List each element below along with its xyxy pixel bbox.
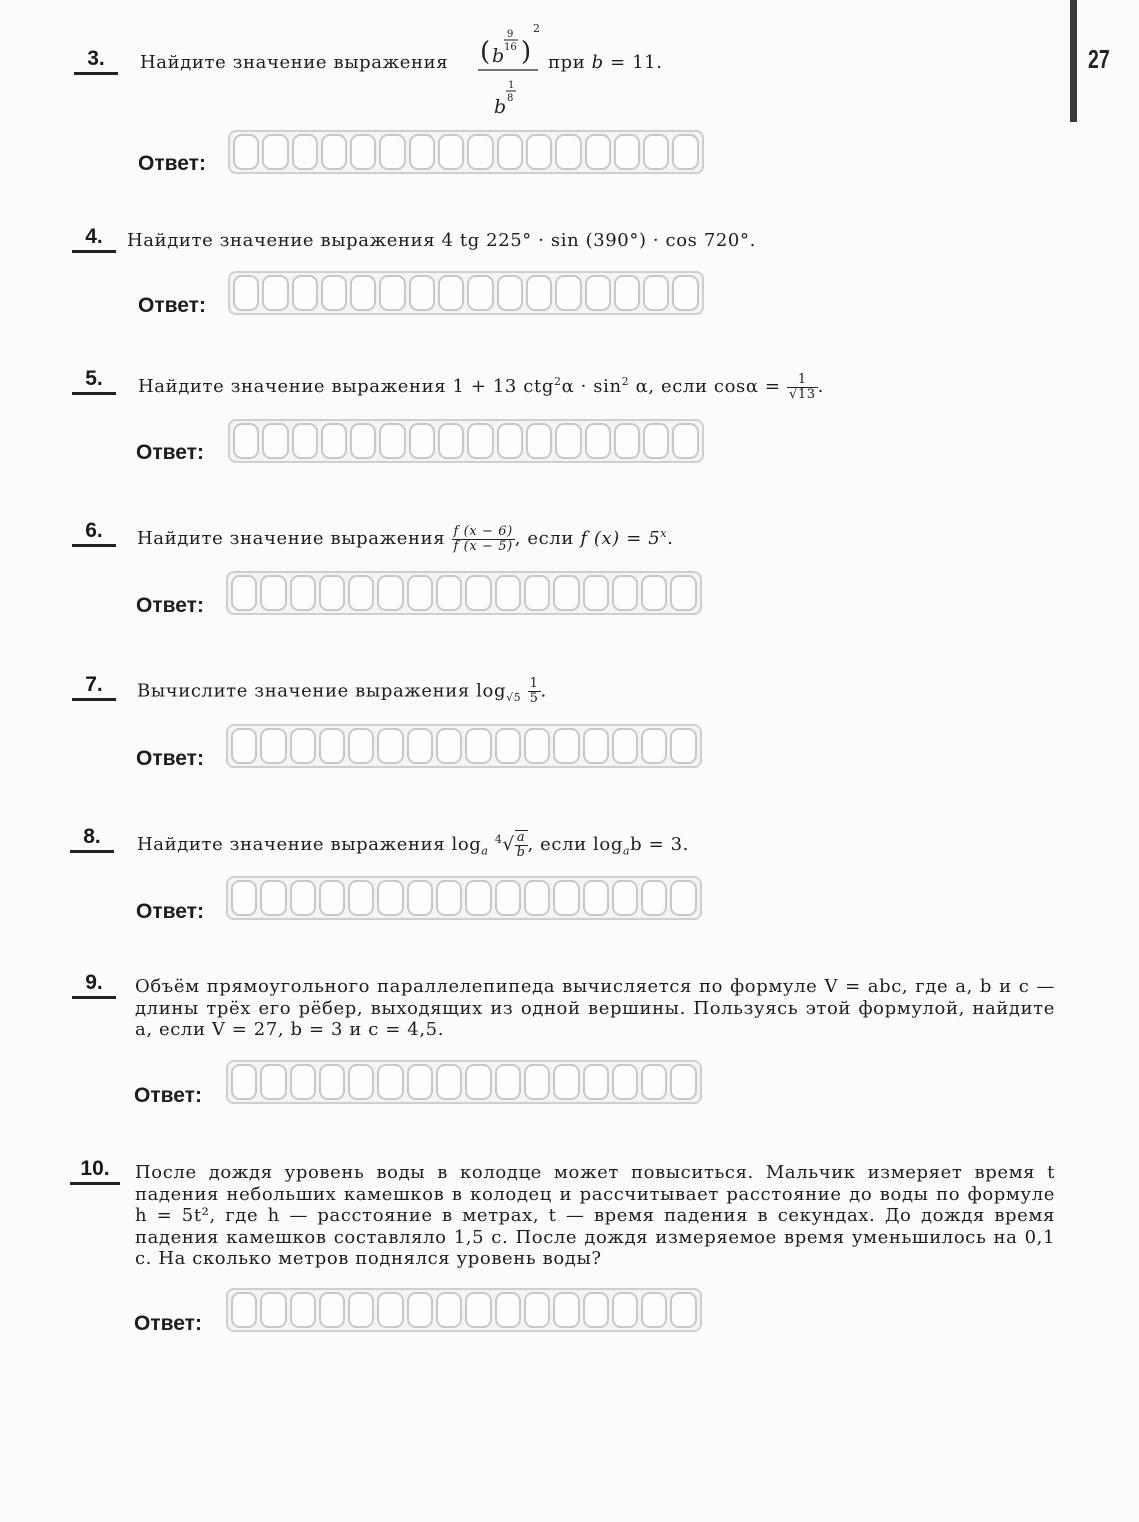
exp-den: 16 xyxy=(504,42,517,53)
answer-cell[interactable] xyxy=(260,1292,286,1328)
page-number: 27 xyxy=(1088,44,1110,74)
answer-cell[interactable] xyxy=(526,275,552,311)
answer-cell[interactable] xyxy=(321,423,347,459)
superscript: 2 xyxy=(553,375,562,388)
answer-cell[interactable] xyxy=(292,134,318,170)
answer-cell[interactable] xyxy=(641,1064,667,1100)
answer-cell[interactable] xyxy=(321,134,347,170)
answer-cell[interactable] xyxy=(643,134,669,170)
task-number: 7. xyxy=(72,674,116,701)
answer-cell[interactable] xyxy=(319,1064,345,1100)
answer-cell[interactable] xyxy=(612,575,638,611)
answer-cell[interactable] xyxy=(348,1292,374,1328)
answer-cell[interactable] xyxy=(524,1292,550,1328)
answer-cell[interactable] xyxy=(233,423,259,459)
answer-cell[interactable] xyxy=(641,575,667,611)
answer-cell[interactable] xyxy=(643,423,669,459)
task-question: Найдите значение выражения xyxy=(140,52,449,73)
answer-grid[interactable] xyxy=(226,876,702,920)
answer-cell[interactable] xyxy=(319,728,345,764)
root-index: 4 xyxy=(494,833,503,846)
task-question: Вычислите значение выражения $\log_{√5}$ $\frac{1}{5}$ . xyxy=(137,676,547,706)
answer-grid[interactable] xyxy=(228,271,704,315)
answer-cell[interactable] xyxy=(641,1292,667,1328)
answer-cell[interactable] xyxy=(497,275,523,311)
answer-cell[interactable] xyxy=(231,1292,257,1328)
answer-cell[interactable] xyxy=(467,275,493,311)
answer-cell[interactable] xyxy=(409,275,435,311)
task-number: 3. xyxy=(74,48,118,75)
answer-cell[interactable] xyxy=(555,423,581,459)
answer-cell[interactable] xyxy=(262,275,288,311)
answer-grid[interactable] xyxy=(226,571,702,615)
answer-cell[interactable] xyxy=(231,575,257,611)
answer-cell[interactable] xyxy=(438,275,464,311)
den-exp-den: 8 xyxy=(507,93,514,104)
task-number: 9. xyxy=(72,972,116,999)
den-exp-num: 1 xyxy=(508,80,515,91)
answer-label: Ответ: xyxy=(138,294,206,317)
answer-cell[interactable] xyxy=(436,728,462,764)
answer-cell[interactable] xyxy=(495,575,521,611)
answer-cell[interactable] xyxy=(465,880,491,916)
answer-cell[interactable] xyxy=(377,1292,403,1328)
answer-cell[interactable] xyxy=(583,728,609,764)
answer-cell[interactable] xyxy=(407,728,433,764)
answer-cell[interactable] xyxy=(377,728,403,764)
answer-cell[interactable] xyxy=(348,1064,374,1100)
task-condition: при b = 11. xyxy=(548,52,663,73)
answer-cell[interactable] xyxy=(407,575,433,611)
cos-fraction: $\frac{1}{√13}$ xyxy=(788,371,816,402)
answer-cell[interactable] xyxy=(672,134,698,170)
answer-cell[interactable] xyxy=(377,1064,403,1100)
task-number: 10. xyxy=(70,1158,120,1185)
base-b: b xyxy=(492,45,505,67)
answer-cell[interactable] xyxy=(641,728,667,764)
answer-cell[interactable] xyxy=(379,275,405,311)
answer-cell[interactable] xyxy=(672,423,698,459)
answer-cell[interactable] xyxy=(350,275,376,311)
answer-cell[interactable] xyxy=(319,880,345,916)
page-edge-rule xyxy=(1070,0,1077,122)
answer-cell[interactable] xyxy=(409,134,435,170)
answer-cell[interactable] xyxy=(350,134,376,170)
answer-cell[interactable] xyxy=(233,134,259,170)
answer-cell[interactable] xyxy=(670,880,696,916)
answer-label: Ответ: xyxy=(136,900,204,923)
answer-label: Ответ: xyxy=(136,594,204,617)
answer-cell[interactable] xyxy=(379,134,405,170)
answer-cell[interactable] xyxy=(467,134,493,170)
paren-left: ( xyxy=(480,37,491,67)
answer-cell[interactable] xyxy=(583,1292,609,1328)
answer-cell[interactable] xyxy=(524,1064,550,1100)
answer-cell[interactable] xyxy=(377,880,403,916)
answer-cell[interactable] xyxy=(495,1064,521,1100)
answer-cell[interactable] xyxy=(612,1292,638,1328)
answer-cell[interactable] xyxy=(436,1064,462,1100)
answer-cell[interactable] xyxy=(319,1292,345,1328)
log-argument-fraction: $\frac{1}{5}$ xyxy=(529,676,539,706)
den-b: b xyxy=(494,96,507,118)
task-number: 6. xyxy=(72,520,116,547)
task-question: Найдите значение выражения $\frac{f (x - 6)}{f (x - 5)}$ , если f $(x) = 5^x$. xyxy=(137,523,674,554)
answer-cell[interactable] xyxy=(292,423,318,459)
answer-cell[interactable] xyxy=(260,880,286,916)
answer-cell[interactable] xyxy=(614,275,640,311)
task-question: Объём прямоугольного параллелепипеда вычисляется по формуле V = abc, где a, b и c — длины трёх его рёбер, выходящих из одной вершины. Пользуясь этой формулой, найдите a, если V = 27, b = 3 и c = 4,5. xyxy=(135,976,1055,1040)
answer-cell[interactable] xyxy=(555,275,581,311)
answer-cell[interactable] xyxy=(524,880,550,916)
answer-cell[interactable] xyxy=(290,1292,316,1328)
answer-cell[interactable] xyxy=(614,134,640,170)
answer-cell[interactable] xyxy=(465,1292,491,1328)
answer-label: Ответ: xyxy=(134,1312,202,1335)
answer-cell[interactable] xyxy=(465,1064,491,1100)
answer-cell[interactable] xyxy=(262,134,288,170)
answer-cell[interactable] xyxy=(553,575,579,611)
superscript: 2 xyxy=(621,375,630,388)
answer-cell[interactable] xyxy=(585,134,611,170)
function-fraction: $\frac{f (x - 6)}{f (x - 5)}$ xyxy=(453,523,513,554)
answer-cell[interactable] xyxy=(612,1064,638,1100)
answer-cell[interactable] xyxy=(670,1292,696,1328)
answer-label: Ответ: xyxy=(136,441,204,464)
answer-cell[interactable] xyxy=(467,423,493,459)
answer-cell[interactable] xyxy=(292,275,318,311)
answer-cell[interactable] xyxy=(319,575,345,611)
outer-exp: 2 xyxy=(533,22,540,35)
answer-grid[interactable] xyxy=(226,724,702,768)
answer-cell[interactable] xyxy=(553,1064,579,1100)
answer-cell[interactable] xyxy=(379,423,405,459)
root-sign: √ xyxy=(502,834,515,855)
answer-cell[interactable] xyxy=(585,275,611,311)
answer-cell[interactable] xyxy=(348,575,374,611)
answer-grid[interactable] xyxy=(226,1288,702,1332)
exp-num: 9 xyxy=(507,29,514,40)
answer-grid[interactable] xyxy=(228,130,704,174)
answer-cell[interactable] xyxy=(553,880,579,916)
answer-cell[interactable] xyxy=(407,880,433,916)
answer-cell[interactable] xyxy=(555,134,581,170)
answer-cell[interactable] xyxy=(407,1292,433,1328)
answer-label: Ответ: xyxy=(136,747,204,770)
answer-cell[interactable] xyxy=(553,728,579,764)
answer-cell[interactable] xyxy=(612,728,638,764)
answer-cell[interactable] xyxy=(583,880,609,916)
answer-cell[interactable] xyxy=(233,275,259,311)
answer-cell[interactable] xyxy=(290,575,316,611)
answer-cell[interactable] xyxy=(526,134,552,170)
answer-cell[interactable] xyxy=(585,423,611,459)
task-question: Найдите значение выражения $\log_a ^4√$ $\frac{a}{b}$ , если $\log_ab = 3$. xyxy=(137,830,689,860)
answer-label: Ответ: xyxy=(134,1084,202,1107)
answer-cell[interactable] xyxy=(583,575,609,611)
answer-cell[interactable] xyxy=(526,423,552,459)
answer-cell[interactable] xyxy=(350,423,376,459)
task-number: 4. xyxy=(72,226,116,253)
expression-fraction xyxy=(472,14,548,118)
answer-cell[interactable] xyxy=(260,728,286,764)
answer-cell[interactable] xyxy=(524,575,550,611)
answer-cell[interactable] xyxy=(614,423,640,459)
answer-cell[interactable] xyxy=(612,880,638,916)
answer-cell[interactable] xyxy=(290,1064,316,1100)
answer-cell[interactable] xyxy=(290,880,316,916)
answer-cell[interactable] xyxy=(438,134,464,170)
answer-cell[interactable] xyxy=(436,1292,462,1328)
answer-cell[interactable] xyxy=(672,275,698,311)
task-number: 8. xyxy=(70,826,114,853)
answer-cell[interactable] xyxy=(262,423,288,459)
answer-cell[interactable] xyxy=(231,880,257,916)
task-question: После дождя уровень воды в колодце может повыситься. Мальчик измеряет время t падения небольших камешков в колодец и рассчитывает расстояние до воды по формуле h = 5t², где h — расстояние в метрах, t — время падения в секундах. До дождя время падения камешков составляло 1,5 с. После дождя измеряемое время уменьшилось на 0,1 с. На сколько метров поднялся уровень воды? xyxy=(135,1162,1055,1269)
answer-cell[interactable] xyxy=(497,134,523,170)
answer-cell[interactable] xyxy=(321,275,347,311)
answer-label: Ответ: xyxy=(138,152,206,175)
answer-cell[interactable] xyxy=(409,423,435,459)
answer-cell[interactable] xyxy=(407,1064,433,1100)
answer-cell[interactable] xyxy=(260,575,286,611)
answer-cell[interactable] xyxy=(436,880,462,916)
answer-cell[interactable] xyxy=(348,880,374,916)
answer-cell[interactable] xyxy=(670,575,696,611)
paren-right: ) xyxy=(521,37,532,67)
answer-cell[interactable] xyxy=(643,275,669,311)
answer-cell[interactable] xyxy=(260,1064,286,1100)
root-fraction: $\frac{a}{b}$ xyxy=(516,830,526,860)
answer-cell[interactable] xyxy=(495,728,521,764)
answer-cell[interactable] xyxy=(290,728,316,764)
answer-cell[interactable] xyxy=(641,880,667,916)
answer-cell[interactable] xyxy=(465,575,491,611)
answer-cell[interactable] xyxy=(495,880,521,916)
answer-cell[interactable] xyxy=(670,1064,696,1100)
answer-cell[interactable] xyxy=(231,728,257,764)
answer-grid[interactable] xyxy=(226,1060,702,1104)
answer-cell[interactable] xyxy=(495,1292,521,1328)
answer-cell[interactable] xyxy=(670,728,696,764)
answer-grid[interactable] xyxy=(228,419,704,463)
answer-cell[interactable] xyxy=(348,728,374,764)
answer-cell[interactable] xyxy=(553,1292,579,1328)
task-number: 5. xyxy=(72,368,116,395)
answer-cell[interactable] xyxy=(465,728,491,764)
task-question: Найдите значение выражения 4 tg 225° · sin (390°) · cos 720°. xyxy=(127,230,756,251)
answer-cell[interactable] xyxy=(583,1064,609,1100)
answer-cell[interactable] xyxy=(497,423,523,459)
answer-cell[interactable] xyxy=(436,575,462,611)
answer-cell[interactable] xyxy=(231,1064,257,1100)
answer-cell[interactable] xyxy=(438,423,464,459)
task-question: Найдите значение выражения 1 + 13 $ctg^2\alpha \cdot \sin^2 \alpha$, если cosα = $\frac{1}{√13}$ . xyxy=(138,371,824,402)
answer-cell[interactable] xyxy=(524,728,550,764)
answer-cell[interactable] xyxy=(377,575,403,611)
